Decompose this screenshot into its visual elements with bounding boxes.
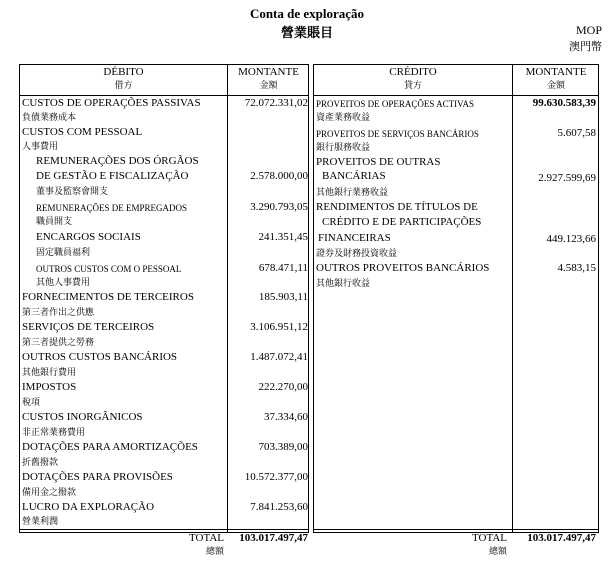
- credit-total-divider: [313, 529, 599, 530]
- debit-item-value: 3.106.951,12: [250, 321, 308, 333]
- debit-item-label-zh: 營業利潤: [22, 517, 59, 527]
- debit-total-divider: [19, 529, 309, 530]
- debit-item-label-zh: 董事及監察會開支: [36, 187, 109, 197]
- credit-item-label-zh: 證券及財務投資收益: [316, 249, 398, 259]
- debit-item-label-zh: 人事費用: [22, 142, 59, 152]
- credit-total-label-zh: 總額: [488, 547, 507, 557]
- credit-amount-header-zh: 金額: [546, 81, 565, 91]
- debit-total-label-zh: 總額: [205, 547, 224, 557]
- debit-item-label-zh: 第三者作出之供應: [22, 308, 95, 318]
- debit-item-value: 2.578.000,00: [250, 170, 308, 182]
- credit-total-label: TOTAL: [472, 532, 507, 544]
- currency-label: MOP: [575, 23, 602, 37]
- debit-item-value: 703.389,00: [258, 441, 308, 453]
- debit-item-label: LUCRO DA EXPLORAÇÃO: [22, 501, 155, 513]
- debit-item-label-zh: 其他銀行費用: [22, 368, 77, 378]
- document-title: Conta de exploração: [249, 6, 365, 21]
- debit-item-label: REMUNERAÇÕES DOS ÓRGÃOS: [36, 155, 199, 167]
- debit-item-value: 72.072.331,02: [244, 97, 308, 109]
- debit-item-label: SERVIÇOS DE TERCEIROS: [22, 321, 155, 333]
- credit-item-value: 2.927.599,69: [538, 172, 596, 184]
- debit-amount-header: MONTANTE: [238, 66, 299, 78]
- credit-item-label-zh: 資產業務收益: [316, 113, 371, 123]
- credit-header-zh: 貸方: [403, 81, 422, 91]
- debit-item-label: ENCARGOS SOCIAIS: [36, 231, 141, 243]
- debit-item-label-zh: 備用金之撥款: [22, 488, 77, 498]
- credit-item-label-line2: BANCÁRIAS: [322, 170, 386, 182]
- credit-item-value: 99.630.583,39: [532, 97, 596, 109]
- credit-amount-header: MONTANTE: [525, 66, 587, 78]
- debit-item-label: OUTROS CUSTOS BANCÁRIOS: [22, 351, 178, 363]
- debit-item-label: REMUNERAÇÕES DE EMPREGADOS: [36, 203, 188, 213]
- debit-item-label: DOTAÇÕES PARA PROVISÕES: [22, 471, 173, 483]
- debit-header-divider: [19, 95, 309, 96]
- credit-item-label-zh: 其他銀行收益: [316, 279, 371, 289]
- debit-item-value: 3.290.793,05: [250, 201, 308, 213]
- credit-item-label: OUTROS PROVEITOS BANCÁRIOS: [316, 262, 490, 274]
- debit-item-value: 222.270,00: [258, 381, 308, 393]
- debit-item-label: CUSTOS DE OPERAÇÕES PASSIVAS: [22, 97, 201, 109]
- debit-total-value: 103.017.497,47: [239, 532, 308, 544]
- debit-item-value: 10.572.377,00: [244, 471, 308, 483]
- debit-item-label-zh: 非正常業務費用: [22, 428, 86, 438]
- debit-item-value: 185.903,11: [258, 291, 308, 303]
- debit-item-value: 1.487.072,41: [250, 351, 308, 363]
- debit-amount-header-zh: 金額: [259, 81, 278, 91]
- debit-item-label-zh: 其他人事費用: [36, 278, 91, 288]
- debit-item-label-zh: 折舊撥款: [22, 458, 59, 468]
- debit-item-label: CUSTOS COM PESSOAL: [22, 126, 143, 138]
- credit-item-value: 4.583,15: [557, 262, 596, 274]
- debit-item-label-line2: DE GESTÃO E FISCALIZAÇÃO: [36, 170, 189, 182]
- credit-item-label: PROVEITOS DE OUTRAS: [316, 156, 441, 168]
- debit-item-value: 241.351,45: [258, 231, 308, 243]
- credit-header: CRÉDITO: [389, 66, 437, 78]
- debit-header: DÉBITO: [103, 66, 144, 78]
- credit-item-label-zh: 銀行服務收益: [316, 143, 371, 153]
- debit-item-value: 37.334,60: [264, 411, 308, 423]
- credit-item-label-line2: CRÉDITO E DE PARTICIPAÇÕES: [322, 216, 482, 228]
- debit-item-label-zh: 第三者提供之勞務: [22, 338, 95, 348]
- debit-item-value: 7.841.253,60: [250, 501, 308, 513]
- credit-item-label: RENDIMENTOS DE TÍTULOS DE: [316, 201, 478, 213]
- credit-total-value: 103.017.497,47: [527, 532, 596, 544]
- document-title-zh: 營業賬目: [280, 26, 333, 41]
- debit-header-zh: 借方: [114, 81, 133, 91]
- debit-item-value: 678.471,11: [258, 262, 308, 274]
- debit-item-label: FORNECIMENTOS DE TERCEIROS: [22, 291, 194, 303]
- debit-item-label-zh: 固定職員福利: [36, 248, 91, 258]
- debit-item-label: CUSTOS INORGÂNICOS: [22, 411, 143, 423]
- credit-item-label-line3: FINANCEIRAS: [318, 232, 391, 244]
- debit-item-label: DOTAÇÕES PARA AMORTIZAÇÕES: [22, 441, 198, 453]
- debit-item-label-zh: 負債業務成本: [22, 113, 77, 123]
- credit-item-value: 449.123,66: [546, 233, 596, 245]
- debit-item-label: OUTROS CUSTOS COM O PESSOAL: [36, 264, 182, 274]
- currency-label-zh: 澳門幣: [569, 40, 602, 53]
- credit-item-value: 5.607,58: [557, 127, 596, 139]
- credit-item-label-zh: 其他銀行業務收益: [316, 188, 389, 198]
- debit-total-label: TOTAL: [189, 532, 224, 544]
- credit-item-label: PROVEITOS DE SERVIÇOS BANCÁRIOS: [316, 129, 479, 139]
- credit-header-divider: [313, 95, 599, 96]
- debit-item-label-zh: 職員開支: [36, 217, 73, 227]
- debit-item-label-zh: 稅項: [22, 398, 41, 408]
- debit-item-label: IMPOSTOS: [22, 381, 77, 393]
- credit-item-label: PROVEITOS DE OPERAÇÕES ACTIVAS: [316, 99, 474, 109]
